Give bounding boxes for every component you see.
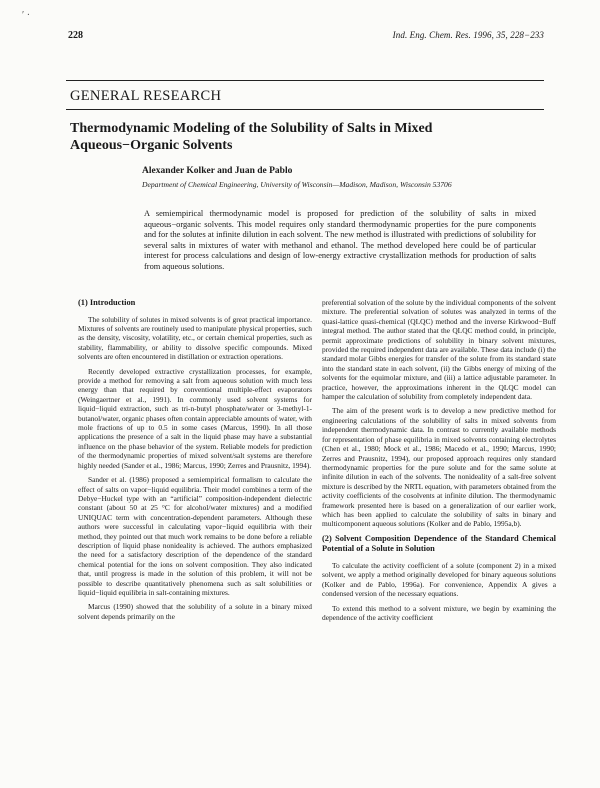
paragraph: preferential solvation of the solute by the individual components of the solvent mixture. The preferential solvation of solutes was analyzed in terms of the quasi-lattice quasi-chemical (QLQC) method and the inverse Kirkwood−Buff integral method. The author stated that the QLQC method could, in principle, permit approximate predictions of solubility in binary solvent mixtures, provided the required independent data are available. These data include (i) the standard molar Gibbs energies for transfer of the solute from its standard state into the standard state in each solvent, (ii) the Gibbs energy of mixing of the solvents for the equimolar mixture, and (iii) a lattice adjustable parameter. In practice, however, the approximations inherent in the QLQC model can hamper the calculation of solubility from completely independent data. xyxy=(322,298,556,402)
introduction-heading: (1) Introduction xyxy=(78,298,136,307)
section-2-heading: (2) Solvent Composition Dependence of the Standard Chemical Potential of a Solute in Solution xyxy=(322,533,556,554)
section-heading: GENERAL RESEARCH xyxy=(70,88,222,104)
author-affiliation: Department of Chemical Engineering, University of Wisconsin—Madison, Madison, Wisconsin 53706 xyxy=(142,180,452,189)
page-number: 228 xyxy=(68,30,83,41)
right-column xyxy=(322,298,556,622)
section-rule xyxy=(66,109,544,110)
journal-reference: Ind. Eng. Chem. Res. 1996, 35, 228−233 xyxy=(392,30,544,40)
article-authors: Alexander Kolker and Juan de Pablo xyxy=(142,166,293,176)
article-title: Thermodynamic Modeling of the Solubility of Salts in Mixed Aqueous−Organic Solvents xyxy=(70,121,433,153)
paragraph: The solubility of solutes in mixed solvents is of great practical importance. Mixtures of solvents are routinely used to manipulate physical properties, such as the density, viscosity, volatility, etc., or certain chemical properties, such as stability, flammability, or ability to dissolve specific compounds. Mixed solvents are often encountered in distillation or extraction operations. xyxy=(78,314,312,362)
top-rule xyxy=(66,80,544,81)
paragraph: Recently developed extractive crystallization processes, for example, provide a method for removing a salt from aqueous solution with much less energy than that required by conventional multiple-effect evaporators (Weingaertner et al., 1991). In commonly used solvent systems for liquid−liquid extraction, such as tri-n-butyl phosphate/water or 3-methyl-1-butanol/water, organic phases often contain appreciable amounts of water, with mole fractions of up to 0.5 in some cases (Marcus, 1990). In all those applications the presence of a salt in the liquid phase may have a substantial influence on the phase behavior of the system. Reliable models for prediction of the thermodynamic properties of mixed solvent/salt systems are therefore highly needed (Sander et al., 1986; Marcus, 1990; Zerres and Prausnitz, 1994). xyxy=(78,366,312,470)
abstract: A semiempirical thermodynamic model is proposed for prediction of the solubility of salts in mixed aqueous−organic solvents. This model requires only standard thermodynamic properties for the pure components and for the solutes at infinite dilution in each solvent. The new method is illustrated with predictions of solubility for several salts in mixtures of water with methanol and ethanol. The method developed here could be of particular interest for process calculations and design of low-energy extractive crystallization methods for production of salts from aqueous solutions. xyxy=(144,209,536,271)
paragraph: To extend this method to a solvent mixture, we begin by examining the dependence of the activity coefficient xyxy=(322,603,556,622)
paragraph: To calculate the activity coefficient of a solute (component 2) in a mixed solvent, we apply a method originally developed for binary aqueous solutions (Kolker and de Pablo, 1996a). For convenience, Appendix A gives a condensed version of the necessary equations. xyxy=(322,560,556,599)
paragraph: Sander et al. (1986) proposed a semiempirical formalism to calculate the effect of salts on vapor−liquid equilibria. Their model combines a term of the Debye−Huckel type with an “artificial” composition-independent dielectric constant (about 50 at 25 °C for alcohol/water mixtures) and a modified UNIQUAC term with concentration-dependent parameters. Although these authors were successful in calculating vapor−liquid equilibria with their method, they pointed out that much work remains to be done before a reliable description of liquid phase nonideality is achieved. The authors emphasized the need for a satisfactory description of the dependence of the standard chemical potential for the ions on solvent composition. They also indicated that, until progress is made in the solution of this problem, it will not be possible to describe quantitatively phenomena such as salt solubilities or liquid−liquid equilibria in salt-containing mixtures. xyxy=(78,475,312,597)
left-column xyxy=(78,298,312,621)
paragraph: Marcus (1990) showed that the solubility of a solute in a binary mixed solvent depends primarily on the xyxy=(78,602,312,621)
paragraph: The aim of the present work is to develop a new predictive method for engineering calculations of the solubility of salts in mixed solvents from independent thermodynamic data. In contrast to currently available methods for representation of phase equilibria in mixed solvents containing electrolytes (Chen et al., 1980; Mock et al., 1986; Macedo et al., 1990; Marcus, 1990; Zerres and Prausnitz, 1994), our proposed approach requires only standard thermodynamic properties for the pure solute and for the same solute at infinite dilution in each of the solvents. The nonideality of a salt-free solvent mixture is described by the NRTL equation, with parameters obtained from the activity coefficients of the cosolvents at infinite dilution. The thermodynamic framework presented here is based on a generalization of our earlier work, which has been applied to calculate the solubility of salts in binary and multicomponent aqueous solutions (Kolker and de Pablo, 1995a,b). xyxy=(322,406,556,529)
scan-mark: ʹ · xyxy=(22,10,31,21)
